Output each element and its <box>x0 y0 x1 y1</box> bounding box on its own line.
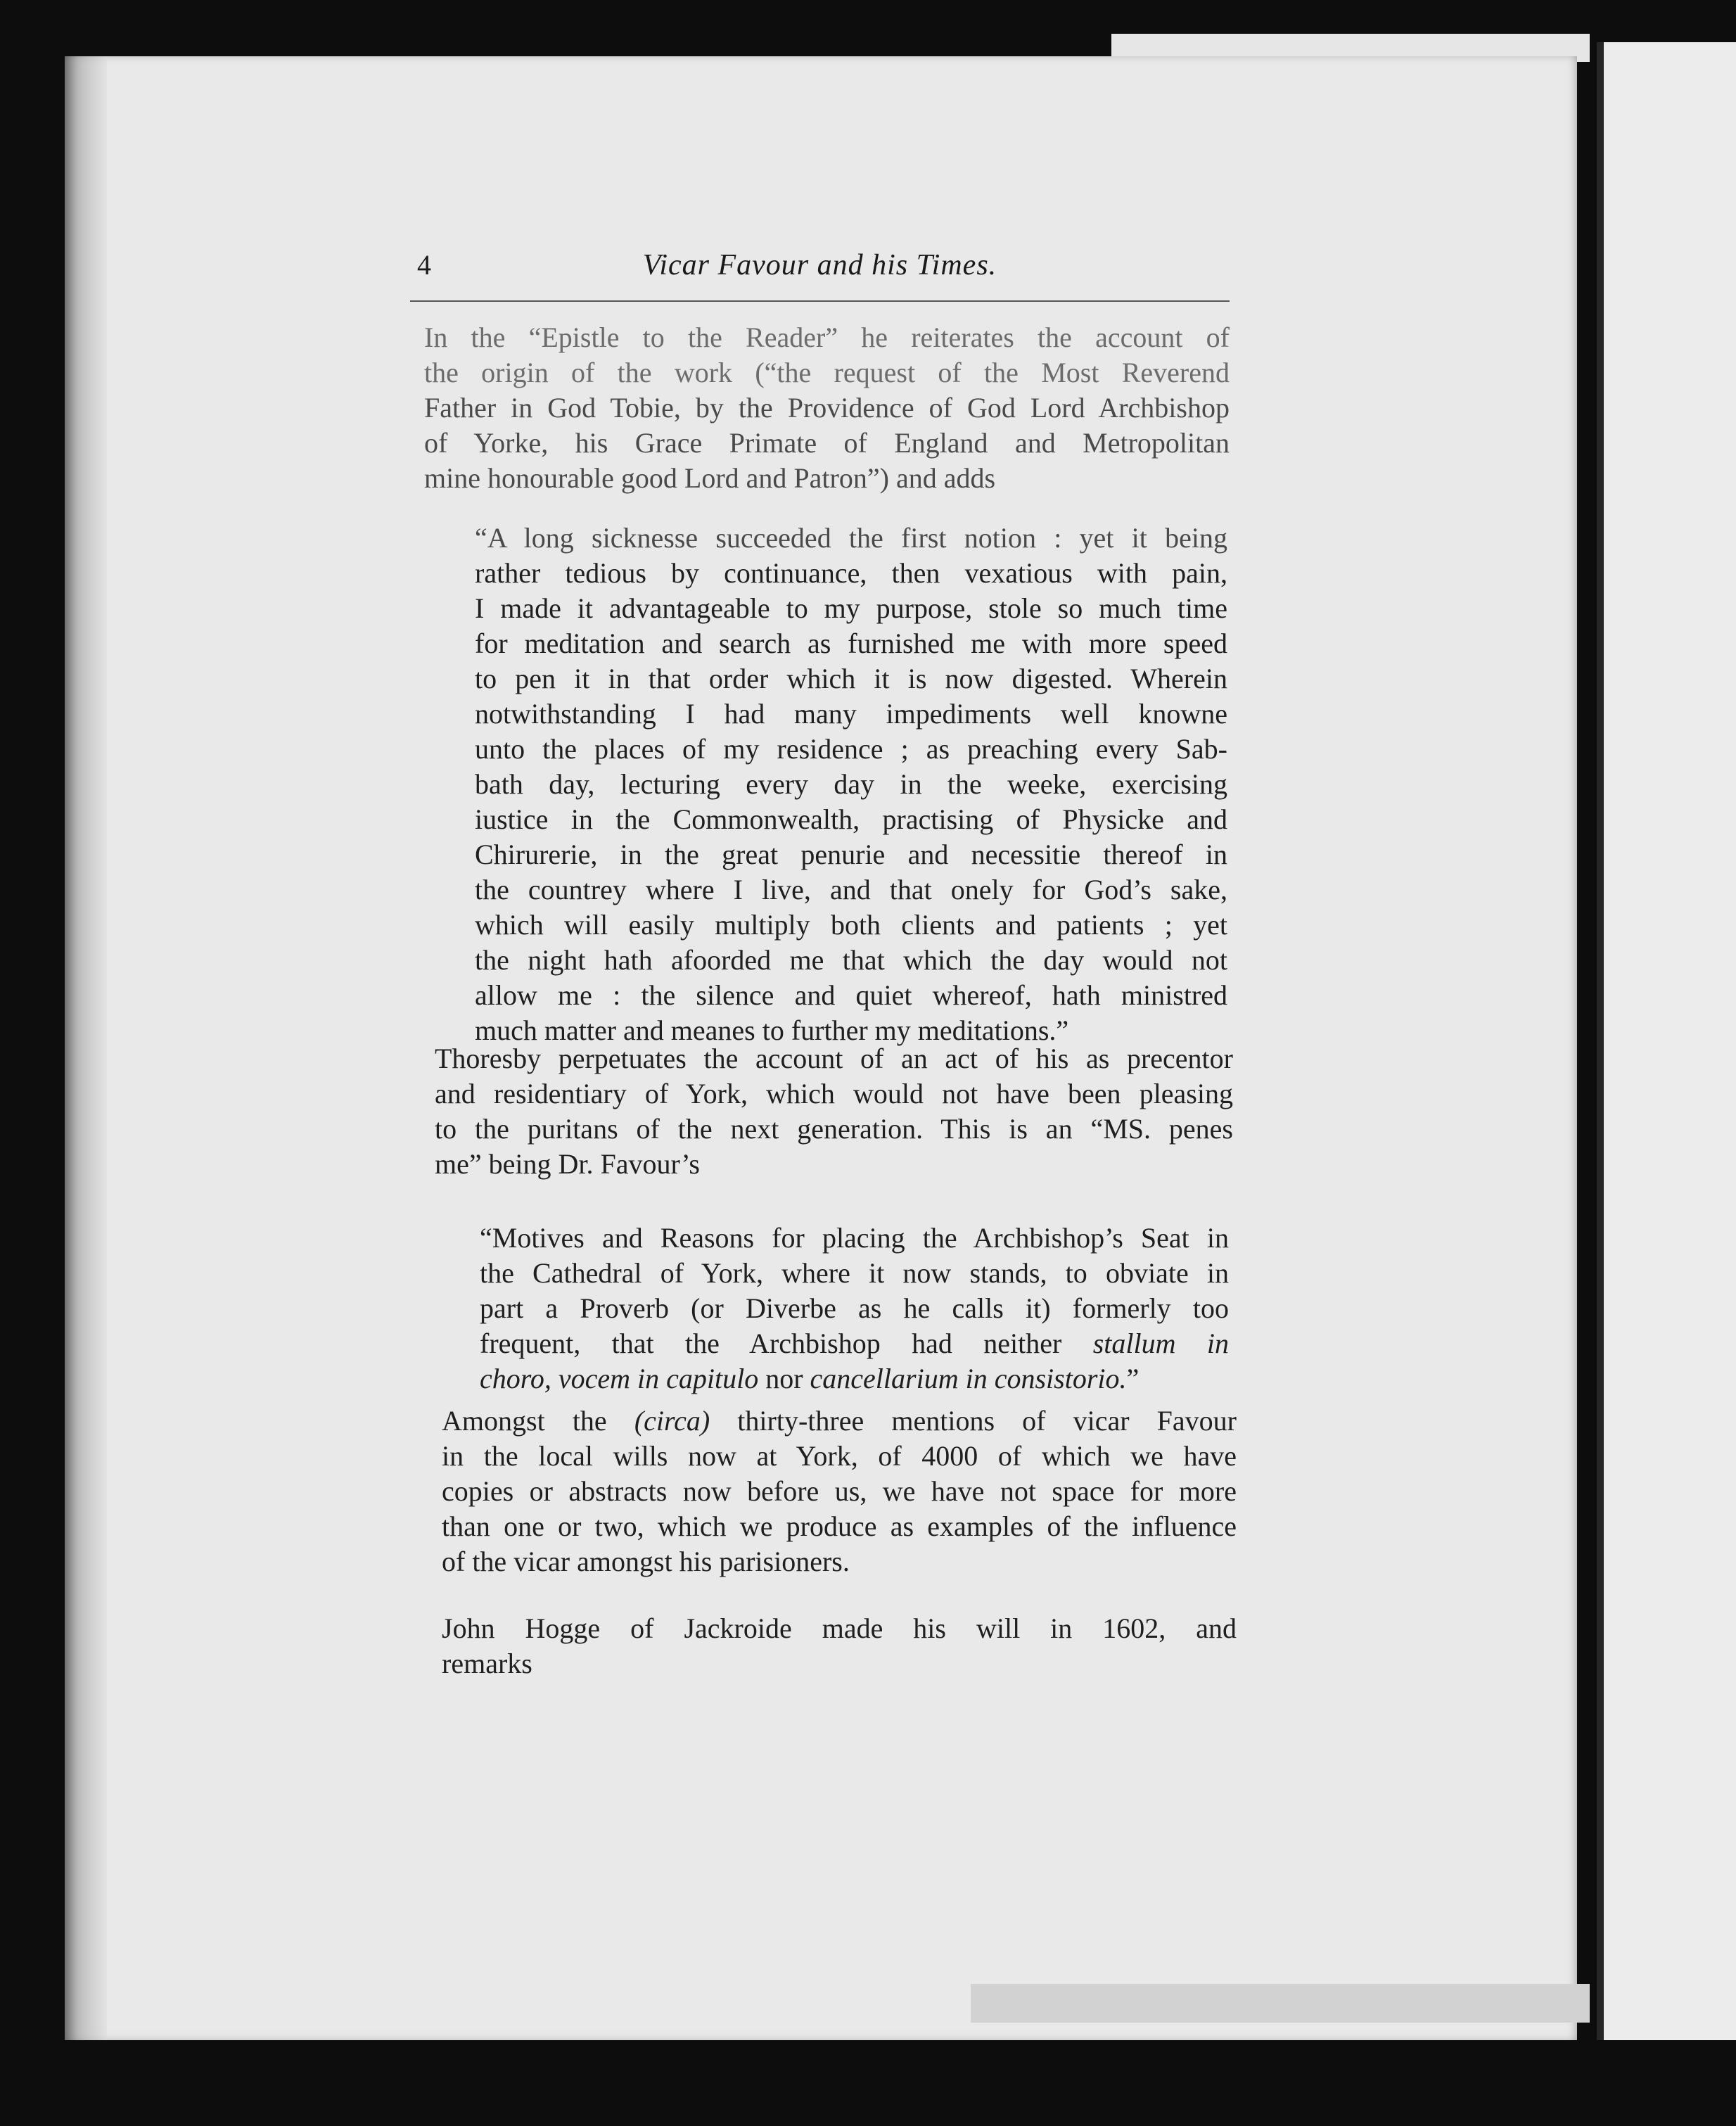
block-quote-sicknesse <box>475 521 1227 1048</box>
text-line: “A long sicknesse succeeded the first notion : yet it being <box>475 522 1227 554</box>
text-line: John Hogge of Jackroide made his will in 1602, and <box>442 1612 1237 1644</box>
text-line <box>480 1326 1229 1361</box>
text-line: the countrey where I live, and that onely for God’s sake, <box>475 874 1227 905</box>
text-line: Chirurerie, in the great penurie and necessitie thereof in <box>475 839 1227 870</box>
running-header <box>410 244 1230 302</box>
page-gutter-shadow <box>65 56 107 2040</box>
text-line: of Yorke, his Grace Primate of England and Metropolitan <box>424 427 1230 459</box>
text-line: to pen it in that order which it is now digested. Wherein <box>475 663 1227 694</box>
text-run: thirty-three mentions of vicar Favour <box>710 1405 1237 1437</box>
text-line: unto the places of my residence ; as preaching every Sab- <box>475 733 1227 765</box>
page-number: 4 <box>417 249 431 281</box>
text-line: “Motives and Reasons for placing the Archbishop’s Seat in <box>480 1222 1229 1254</box>
paragraph-epistle <box>424 320 1230 496</box>
paragraph-hogge <box>442 1611 1237 1681</box>
text-line: mine honourable good Lord and Patron”) and adds <box>424 462 996 494</box>
text-run: ” <box>1126 1363 1140 1394</box>
text-line: to the puritans of the next generation. This is an “MS. penes <box>435 1113 1233 1145</box>
text-line: much matter and meanes to further my meditations.” <box>475 1014 1069 1046</box>
text-line: of the vicar amongst his parisioners. <box>442 1546 850 1577</box>
text-line: the origin of the work (“the request of the Most Reverend <box>424 357 1230 388</box>
text-line: Thoresby perpetuates the account of an act of his as precentor <box>435 1043 1233 1074</box>
text-line: rather tedious by continuance, then vexatious with pain, <box>475 557 1227 589</box>
text-line: in the local wills now at York, of 4000 of which we have <box>442 1440 1237 1472</box>
block-quote-motives <box>480 1221 1229 1396</box>
text-run: Amongst the <box>442 1405 634 1437</box>
text-line: which will easily multiply both clients and patients ; yet <box>475 909 1227 941</box>
text-line: iustice in the Commonwealth, practising of Physicke and <box>475 803 1227 835</box>
text-line: copies or abstracts now before us, we have not space for more <box>442 1475 1237 1507</box>
text-line: allow me : the silence and quiet whereof, hath ministred <box>475 979 1227 1011</box>
text-line: Father in God Tobie, by the Providence of God Lord Archbishop <box>424 392 1230 424</box>
text-line: and residentiary of York, which would not have been pleasing <box>435 1078 1233 1109</box>
next-page-edge <box>1597 42 1736 2040</box>
text-run: nor <box>758 1363 810 1394</box>
latin-phrase: cancellarium in consistorio. <box>810 1363 1127 1394</box>
text-line: In the “Epistle to the Reader” he reiterates the account of <box>424 322 1230 353</box>
text-line: the Cathedral of York, where it now stands, to obviate in <box>480 1257 1229 1289</box>
latin-phrase: choro, vocem in capitulo <box>480 1363 759 1394</box>
paragraph-thoresby <box>435 1041 1233 1182</box>
latin-phrase: stallum in <box>1092 1328 1229 1359</box>
text-line: for meditation and search as furnished me with more speed <box>475 628 1227 659</box>
text-line: bath day, lecturing every day in the weeke, exercising <box>475 768 1227 800</box>
text-line: than one or two, which we produce as examples of the influence <box>442 1510 1237 1542</box>
text-line: the night hath afoorded me that which the day would not <box>475 944 1227 976</box>
page-bottom-scrap <box>971 1984 1590 2023</box>
running-title: Vicar Favour and his Times. <box>642 249 997 281</box>
paragraph-wills <box>442 1403 1237 1579</box>
text-line: remarks <box>442 1648 532 1679</box>
circa-term: (circa) <box>634 1405 710 1437</box>
text-line <box>442 1403 1237 1439</box>
text-line: part a Proverb (or Diverbe as he calls it) formerly too <box>480 1292 1229 1324</box>
text-line: me” being Dr. Favour’s <box>435 1148 700 1180</box>
text-run: frequent, that the Archbishop had neither <box>480 1328 1093 1359</box>
text-line <box>480 1361 1229 1396</box>
text-line: I made it advantageable to my purpose, stole so much time <box>475 592 1227 624</box>
text-line: notwithstanding I had many impediments well knowne <box>475 698 1227 730</box>
